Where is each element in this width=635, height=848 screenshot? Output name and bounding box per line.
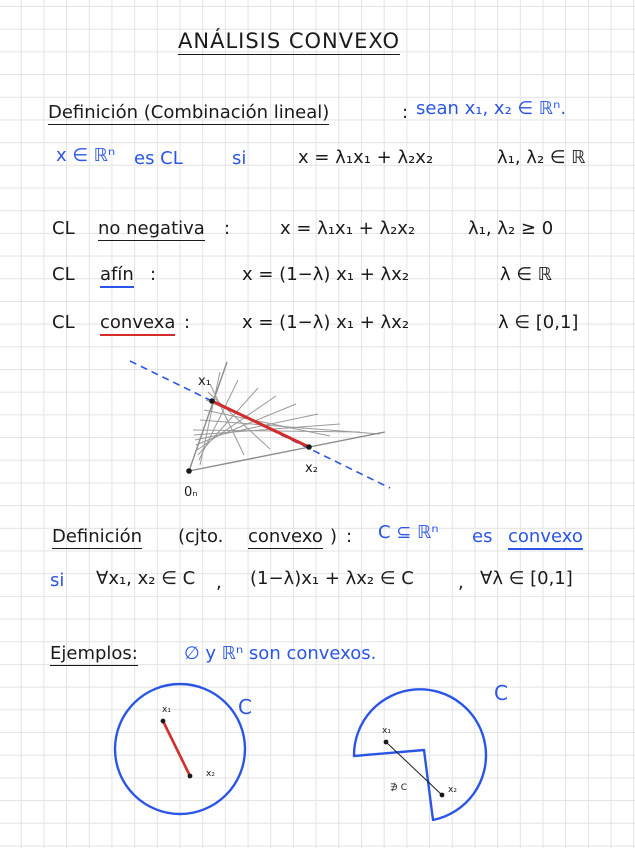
definition2-colon: : [346,526,353,547]
convex-x2-label: x₂ [206,769,215,779]
definition-colon: : [402,102,409,123]
definition-combination-label: Definición (Combinación lineal) [48,102,330,123]
definition2-convexo-word: convexo [248,526,323,547]
example-text: ∅ y ℝⁿ son convexos. [184,643,377,664]
nonconvex-x1 [384,740,389,745]
row-convex-eq: x = (1−λ) x₁ + λx₂ [242,312,410,333]
convex-x1-label: x₁ [162,705,171,715]
definition2-convexo: convexo [508,528,583,550]
cl-equation: x = λ₁x₁ + λ₂x₂ [298,147,434,168]
row-nonneg-name: no negativa [98,218,205,239]
nonconvex-x2 [440,793,445,798]
row-convex-cond: λ ∈ [0,1] [498,312,579,333]
definition2-paren-close: ) [330,526,338,547]
row-affine-name: afín [100,266,134,288]
nonconvex-set-shape [354,689,486,820]
definition2-forall-x: ∀x₁, x₂ ∈ C [96,568,196,589]
example-label: Ejemplos: [50,643,138,664]
definition2-si: si [50,570,65,591]
nonconvex-not-in-c: ∌ C [390,783,407,793]
row-convex-cl: CL [52,312,75,333]
definition2-label: Definición [52,526,142,547]
definition2-subset: C ⊆ ℝⁿ [378,522,439,543]
nonconvex-x1-label: x₁ [382,726,391,736]
row-affine-eq: x = (1−λ) x₁ + λx₂ [242,264,410,285]
row-convex-name: convexa [100,314,175,336]
page-title: ANÁLISIS CONVEXO [178,29,400,53]
definition2-expression: (1−λ)x₁ + λx₂ ∈ C [250,568,414,589]
definition2-paren-open: (cjto. [178,526,224,547]
row-nonneg-cond: λ₁, λ₂ ≥ 0 [468,218,554,239]
row-nonneg-cl: CL [52,218,75,239]
definition2-comma1: , [216,572,222,593]
definition2-forall-lambda: ∀λ ∈ [0,1] [480,568,573,589]
definition2-es: es [472,526,493,547]
convex-set-x2 [188,774,193,779]
convex-set-circle [115,684,245,814]
convex-set-segment [163,721,190,776]
fig1-x1-label: x₁ [198,374,211,389]
nonconvex-x2-label: x₂ [448,785,457,795]
fig1-x2-label: x₂ [305,461,318,476]
row-affine-colon: : [150,264,157,285]
row-affine-cl: CL [52,264,75,285]
convex-set-c-label: C [238,695,252,719]
row-affine-cond: λ ∈ ℝ [500,264,553,285]
definition-sean-text: sean x₁, x₂ ∈ ℝⁿ. [416,98,567,119]
row-nonneg-eq: x = λ₁x₁ + λ₂x₂ [280,218,416,239]
nonconvex-set-c-label: C [494,681,508,705]
convex-set-x1 [161,719,166,724]
row-nonneg-colon: : [224,218,231,239]
definition2-comma2: , [458,572,464,593]
x-in-rn: x ∈ ℝⁿ [56,145,116,166]
cl-condition: λ₁, λ₂ ∈ ℝ [497,147,586,168]
si-text: si [232,148,247,169]
row-convex-colon: : [184,312,191,333]
fig1-origin-label: 0ₙ [184,485,198,500]
es-cl-text: es CL [134,148,183,169]
